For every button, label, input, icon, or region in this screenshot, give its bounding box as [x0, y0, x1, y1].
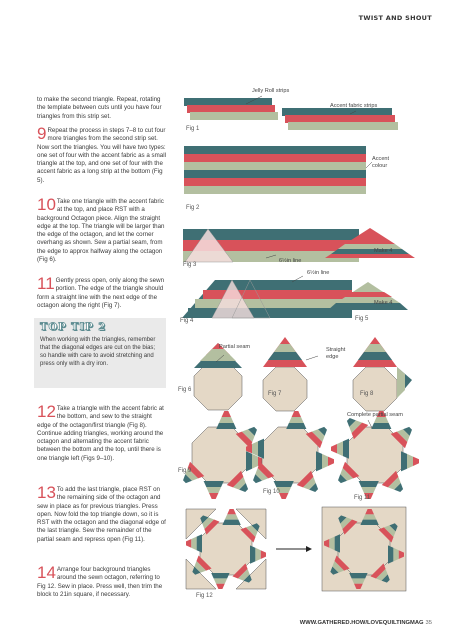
octagon	[353, 367, 397, 411]
label-complete-seam: Complete partial seam	[347, 412, 403, 418]
intro-paragraph: to make the second triangle. Repeat, rotating the template between cuts until you have four triangles from this strip set.	[37, 96, 162, 120]
triangle-band	[222, 411, 231, 417]
triangle-band	[316, 451, 322, 471]
octagon	[194, 362, 242, 410]
triangle-band	[258, 439, 264, 459]
pinwheel-triangle	[216, 411, 236, 429]
fig12-left-block	[186, 509, 266, 589]
triangle-band	[325, 254, 415, 258]
triangle-band	[279, 493, 288, 499]
triangle-band	[252, 454, 258, 469]
strip	[184, 146, 366, 154]
strip	[190, 112, 278, 120]
fig-caption: Fig 8	[360, 391, 374, 397]
triangle-band	[328, 303, 408, 310]
triangle-band	[331, 444, 337, 453]
triangle-band	[358, 352, 392, 360]
triangle-band	[211, 573, 229, 578]
page-footer	[300, 620, 432, 626]
fig12-arrow	[276, 546, 312, 552]
triangle-band	[344, 292, 392, 297]
fig-caption: Fig 10	[263, 489, 280, 495]
triangle-band	[191, 537, 196, 551]
triangle-band	[255, 548, 260, 562]
step-text: Take a triangle with the accent fabric at the bottom, and sew to the straight edge of the octagon/first triangle (Fig 8). Continue adding triangles, working around the octagon and alternating the accent fabric between the bottom and the top, until there is one triangle left (Figs 9–10).	[37, 405, 164, 462]
footer-url[interactable]: WWW.GATHERED.HOW/LOVEQUILTINGMAG	[299, 620, 424, 626]
triangle-band	[359, 481, 379, 487]
tip-text: When working with the triangles, remember that the diagonal edges are cut on the bias; so handle with care to avoid stretching and press only with a dry iron.	[40, 337, 156, 367]
pinwheel-triangle	[222, 509, 240, 525]
label-line-b: 6½in line	[307, 270, 330, 276]
triangle-band	[331, 249, 409, 254]
triangle-band	[274, 344, 296, 352]
triangle-band	[246, 451, 252, 471]
strip	[288, 122, 398, 130]
triangle-band	[216, 423, 236, 429]
fig10-wheel	[246, 411, 334, 499]
tip-title: TOP TIP 2	[40, 322, 107, 333]
page-number: 35	[425, 620, 432, 626]
triangle-band	[343, 439, 349, 459]
triangle-band	[401, 451, 407, 471]
label-straight-edge: Straight edge	[326, 347, 346, 360]
triangle-band	[388, 545, 393, 563]
leader-line	[306, 356, 318, 360]
triangle-band	[289, 417, 304, 423]
fig11-wheel	[331, 411, 419, 499]
step-text: Arrange four background triangles around the sewn octagon, referring to Fig 12. Sew in place. Press well, then trim the block to 21in square, if necessary.	[37, 566, 163, 598]
triangle-band	[413, 457, 419, 466]
fig-caption: Fig 1	[186, 126, 200, 132]
triangle-band	[250, 545, 255, 563]
step-text: Gently press open, only along the sewn portion. The edge of the triangle should form a straight line with the next edge of the octagon along the right (Fig 7).	[37, 277, 165, 309]
triangle-band	[216, 584, 225, 589]
triangle-band	[227, 509, 236, 514]
label-make4-a: Make 4	[374, 248, 393, 254]
pinwheel-triangle	[186, 534, 202, 552]
fig-caption: Fig 9	[178, 468, 192, 474]
triangle-band	[206, 487, 221, 493]
step-number: 10	[37, 195, 56, 214]
triangle-band	[274, 481, 294, 487]
triangle-band	[397, 367, 405, 398]
fig-caption: Fig 7	[268, 391, 282, 397]
pinwheel-triangle	[331, 439, 349, 459]
strip	[282, 108, 392, 116]
triangle-band	[338, 244, 402, 249]
step-text: To add the last triangle, place RST on the remaining side of the octagon and sew in place as for previous triangles. Press open. Now fold the top triangle down, so it is RST with the octagon and the diagonal edge of the last triangle. Sew the remainder of the partial seam and repress open (Fig 11).	[37, 486, 166, 543]
pinwheel-triangle	[401, 451, 419, 471]
triangle-band	[222, 520, 240, 525]
label-line-a: 6½in line	[279, 258, 302, 264]
section-header: TWIST AND SHOUT	[358, 14, 432, 22]
strip	[184, 154, 366, 162]
strip	[184, 98, 272, 106]
triangle-band	[209, 493, 218, 499]
label-make4-b: Make 4	[374, 300, 393, 306]
triangle-band	[225, 514, 239, 519]
triangle-band	[337, 441, 343, 456]
pinwheel-triangle	[211, 573, 229, 589]
triangle-band	[349, 573, 367, 578]
step-number: 13	[37, 483, 56, 502]
triangle-band	[219, 417, 234, 423]
triangle-band	[197, 534, 202, 552]
triangle-band	[268, 352, 302, 360]
triangle-band	[200, 349, 236, 361]
strip	[187, 105, 275, 113]
fig-caption: Fig 2	[186, 205, 200, 211]
triangle-band	[186, 539, 191, 548]
triangle-band	[328, 457, 334, 466]
pinwheel-triangle	[204, 481, 224, 499]
label-accent-colour: Accent colour	[372, 156, 390, 169]
triangle-band	[335, 534, 340, 552]
step-number: 9	[37, 124, 47, 143]
label-partial-seam: Partial seam	[219, 344, 251, 350]
triangle-band	[407, 454, 413, 469]
strip	[184, 162, 366, 170]
triangle-band	[292, 411, 301, 417]
strip	[184, 186, 366, 194]
fig-caption: Fig 5	[355, 316, 369, 322]
label-accent-strips: Accent fabric strips	[330, 103, 378, 109]
fig-caption: Fig 4	[180, 318, 194, 324]
pinwheel-triangle	[250, 545, 266, 563]
triangle-band	[364, 344, 386, 352]
triangle-band	[371, 423, 391, 429]
triangle-band	[361, 487, 376, 493]
fig-caption: Fig 12	[196, 593, 213, 599]
pinwheel-triangle	[316, 451, 334, 471]
octagon	[263, 367, 307, 411]
triangle-band	[286, 423, 306, 429]
triangle-band	[360, 520, 378, 525]
step-text: Take one triangle with the accent fabric at the top, and place RST with a background Octagon piece. Align the straight edge at the top. The triangle will be larger than the edge of the octagon, and let the corner overhang as shown. Sew a partial seam, from the edge to approx halfway along the octagon (Fig 6).	[37, 198, 165, 264]
triangle-band	[322, 454, 328, 469]
triangle-band	[204, 481, 224, 487]
fig-caption: Fig 3	[183, 262, 197, 268]
fig-caption: Fig 11	[354, 495, 371, 501]
step-number: 11	[37, 274, 55, 293]
triangle-band	[252, 441, 258, 456]
fig-caption: Fig 6	[178, 387, 192, 393]
pinwheel-triangle	[286, 411, 306, 429]
fig12-right-block	[322, 507, 406, 591]
fig9-wheel	[177, 411, 264, 499]
strip	[184, 178, 366, 186]
strip	[285, 115, 395, 123]
step-text: Repeat the process in steps 7–8 to cut four more triangles from the second strip set. Now sort the triangles. You will have two types: one set of four with the accent fabric as a small triangle at the top, and one set of four with the accent fabric as a long strip at the bottom (Fig 5).	[37, 127, 166, 184]
step-number: 14	[37, 563, 56, 582]
step-number: 12	[37, 402, 56, 421]
triangle-band	[214, 578, 228, 583]
label-jelly-roll: Jelly Roll strips	[252, 88, 290, 94]
triangle-band	[261, 550, 266, 559]
strip	[184, 170, 366, 178]
